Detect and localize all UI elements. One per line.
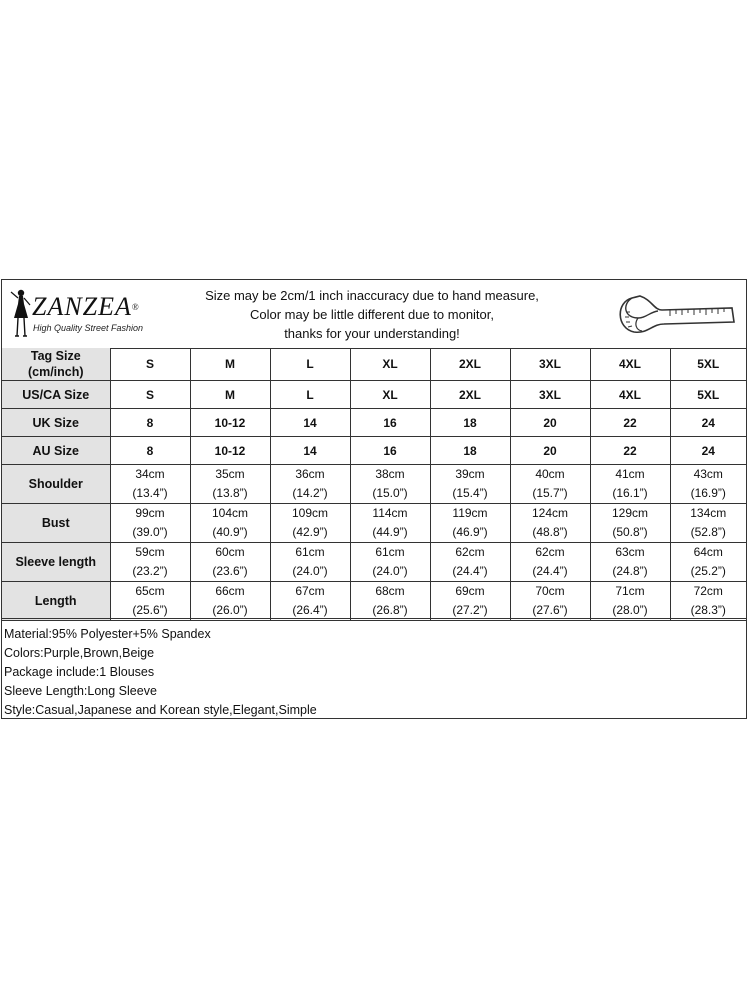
measure-cell: 67cm (26.4”)	[270, 582, 350, 621]
measure-cell: 41cm (16.1”)	[590, 465, 670, 504]
detail-style: Style:Casual,Japanese and Korean style,Elegant,Simple	[4, 703, 317, 717]
measure-cell: 114cm (44.9”)	[350, 504, 430, 543]
measure-cell: 36cm (14.2”)	[270, 465, 350, 504]
table-row-au-size	[2, 437, 746, 465]
size-cell: 10-12	[190, 409, 270, 437]
size-cell: 14	[270, 437, 350, 465]
table-row-tag-size	[2, 348, 746, 381]
size-cell: 14	[270, 409, 350, 437]
measure-cell: 65cm (25.6”)	[110, 582, 190, 621]
measure-cell: 60cm (23.6”)	[190, 543, 270, 582]
brand-tagline: High Quality Street Fashion	[33, 323, 144, 333]
measure-cell: 35cm (13.8”)	[190, 465, 270, 504]
size-cell: 5XL	[670, 381, 746, 409]
table-row-sleeve-length	[2, 543, 746, 582]
detail-sleeve-length: Sleeve Length:Long Sleeve	[4, 684, 157, 698]
measure-cell: 129cm (50.8”)	[590, 504, 670, 543]
measure-cell: 62cm (24.4”)	[430, 543, 510, 582]
measure-cell: 104cm (40.9”)	[190, 504, 270, 543]
row-label-line: Tag Size	[30, 349, 81, 363]
size-cell: S	[110, 381, 190, 409]
detail-material: Material:95% Polyester+5% Spandex	[4, 627, 211, 641]
size-cell: 8	[110, 437, 190, 465]
size-cell: 18	[430, 437, 510, 465]
size-cell: 2XL	[430, 348, 510, 381]
measurement-notice	[182, 286, 562, 343]
row-label-length: Length	[2, 582, 110, 621]
brand-logo	[6, 288, 156, 342]
size-cell: 24	[670, 437, 746, 465]
measure-cell: 40cm (15.7”)	[510, 465, 590, 504]
row-label-tag-size	[2, 348, 110, 381]
row-label-shoulder: Shoulder	[2, 465, 110, 504]
measuring-tape-icon	[612, 284, 740, 346]
detail-colors: Colors:Purple,Brown,Beige	[4, 646, 155, 660]
row-label-uk-size: UK Size	[2, 409, 110, 437]
size-cell: 22	[590, 437, 670, 465]
size-cell: 18	[430, 409, 510, 437]
size-chart-header	[2, 280, 746, 349]
size-cell: 3XL	[510, 381, 590, 409]
measure-cell: 124cm (48.8”)	[510, 504, 590, 543]
size-cell: 8	[110, 409, 190, 437]
size-cell: L	[270, 348, 350, 381]
table-row-bust	[2, 504, 746, 543]
size-cell: 10-12	[190, 437, 270, 465]
measure-cell: 119cm (46.9”)	[430, 504, 510, 543]
measure-cell: 68cm (26.8”)	[350, 582, 430, 621]
measure-cell: 38cm (15.0”)	[350, 465, 430, 504]
measure-cell: 59cm (23.2”)	[110, 543, 190, 582]
measure-cell: 109cm (42.9”)	[270, 504, 350, 543]
row-label-sleeve-length: Sleeve length	[2, 543, 110, 582]
size-cell: 16	[350, 409, 430, 437]
notice-line: Color may be little different due to monitor,	[250, 307, 494, 322]
size-cell: M	[190, 348, 270, 381]
measure-cell: 99cm (39.0”)	[110, 504, 190, 543]
notice-line: thanks for your understanding!	[284, 326, 460, 341]
size-table	[2, 348, 746, 621]
table-row-shoulder	[2, 465, 746, 504]
measure-cell: 66cm (26.0”)	[190, 582, 270, 621]
size-cell: 2XL	[430, 381, 510, 409]
measure-cell: 43cm (16.9”)	[670, 465, 746, 504]
row-label-line: (cm/inch)	[27, 365, 84, 379]
fashion-model-figure-icon	[8, 288, 34, 340]
table-row-length	[2, 582, 746, 621]
size-cell: 4XL	[590, 348, 670, 381]
size-chart-sheet	[1, 279, 747, 719]
size-cell: L	[270, 381, 350, 409]
row-label-au-size: AU Size	[2, 437, 110, 465]
measure-cell: 69cm (27.2”)	[430, 582, 510, 621]
measure-cell: 34cm (13.4”)	[110, 465, 190, 504]
measure-cell: 63cm (24.8”)	[590, 543, 670, 582]
size-cell: 3XL	[510, 348, 590, 381]
size-cell: XL	[350, 381, 430, 409]
brand-name: ZANZEA®	[32, 292, 140, 321]
row-label-us-ca-size: US/CA Size	[2, 381, 110, 409]
size-cell: 22	[590, 409, 670, 437]
measure-cell: 61cm (24.0”)	[270, 543, 350, 582]
size-cell: 16	[350, 437, 430, 465]
measure-cell: 71cm (28.0”)	[590, 582, 670, 621]
table-row-uk-size	[2, 409, 746, 437]
measure-cell: 62cm (24.4”)	[510, 543, 590, 582]
measure-cell: 39cm (15.4”)	[430, 465, 510, 504]
table-row-us-ca-size	[2, 381, 746, 409]
size-cell: M	[190, 381, 270, 409]
measure-cell: 72cm (28.3”)	[670, 582, 746, 621]
size-cell: 20	[510, 437, 590, 465]
measure-cell: 61cm (24.0”)	[350, 543, 430, 582]
measure-cell: 70cm (27.6”)	[510, 582, 590, 621]
size-cell: 20	[510, 409, 590, 437]
row-label-bust: Bust	[2, 504, 110, 543]
product-details	[2, 618, 746, 720]
detail-package: Package include:1 Blouses	[4, 665, 155, 679]
size-cell: 24	[670, 409, 746, 437]
measure-cell: 134cm (52.8”)	[670, 504, 746, 543]
size-cell: 5XL	[670, 348, 746, 381]
size-cell: 4XL	[590, 381, 670, 409]
measure-cell: 64cm (25.2”)	[670, 543, 746, 582]
size-cell: S	[110, 348, 190, 381]
size-cell: XL	[350, 348, 430, 381]
notice-line: Size may be 2cm/1 inch inaccuracy due to hand measure,	[205, 288, 539, 303]
